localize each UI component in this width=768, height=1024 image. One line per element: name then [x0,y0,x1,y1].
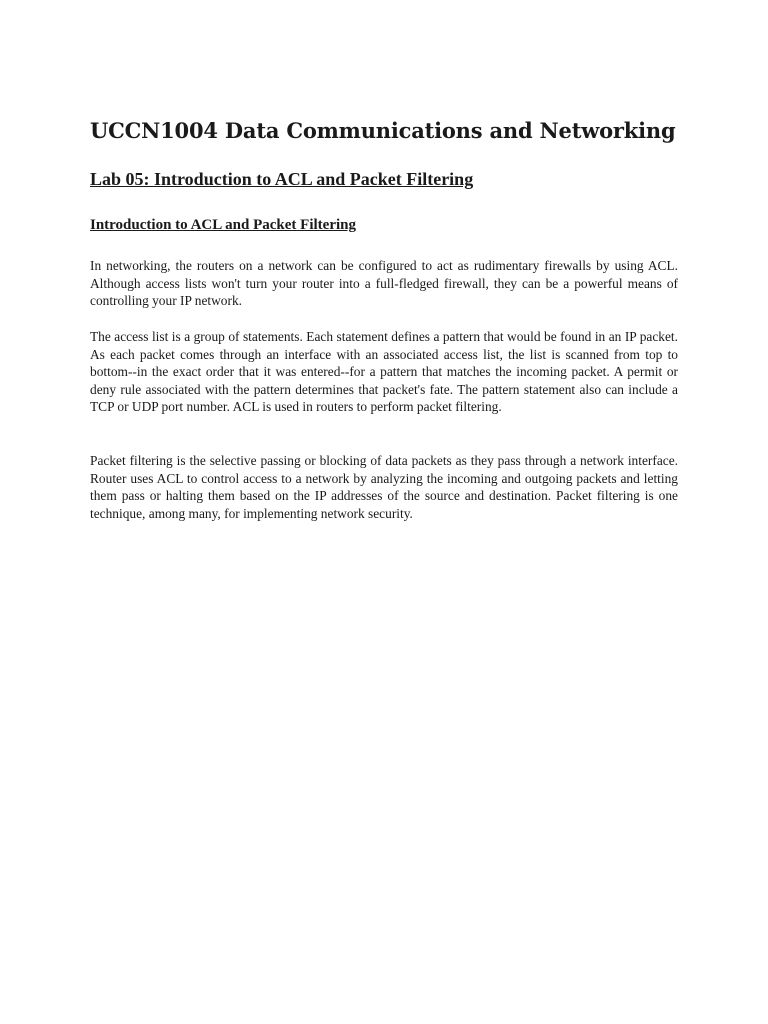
paragraph-routers-as-firewalls: In networking, the routers on a network can be configured to act as rudimentary firewalls by using ACL. Although access lists won't turn your router into a full-fledged firewall, they can be a powerful means of controlling your IP network. [90,258,678,309]
paragraph-packet-filtering: Packet filtering is the selective passing or blocking of data packets as they pass through a network interface. Router uses ACL to control access to a network by analyzing the incoming and outgoing packets and letting them pass or halting them based on the IP addresses of the source and destination. Packet filtering is one technique, among many, for implementing network security. [90,453,678,521]
section-heading: Introduction to ACL and Packet Filtering [90,217,356,233]
document-title: UCCN1004 Data Communications and Networking [90,118,676,143]
lab-title: Lab 05: Introduction to ACL and Packet Filtering [90,169,474,189]
paragraph-access-list-definition: The access list is a group of statements. Each statement defines a pattern that would be found in an IP packet. As each packet comes through an interface with an associated access list, the list is scanned from top to bottom--in the exact order that it was entered--for a pattern that matches the incoming packet. A permit or deny rule associated with the pattern determines that packet's fate. The pattern statement also can include a TCP or UDP port number. ACL is used in routers to perform packet filtering. [90,329,678,415]
